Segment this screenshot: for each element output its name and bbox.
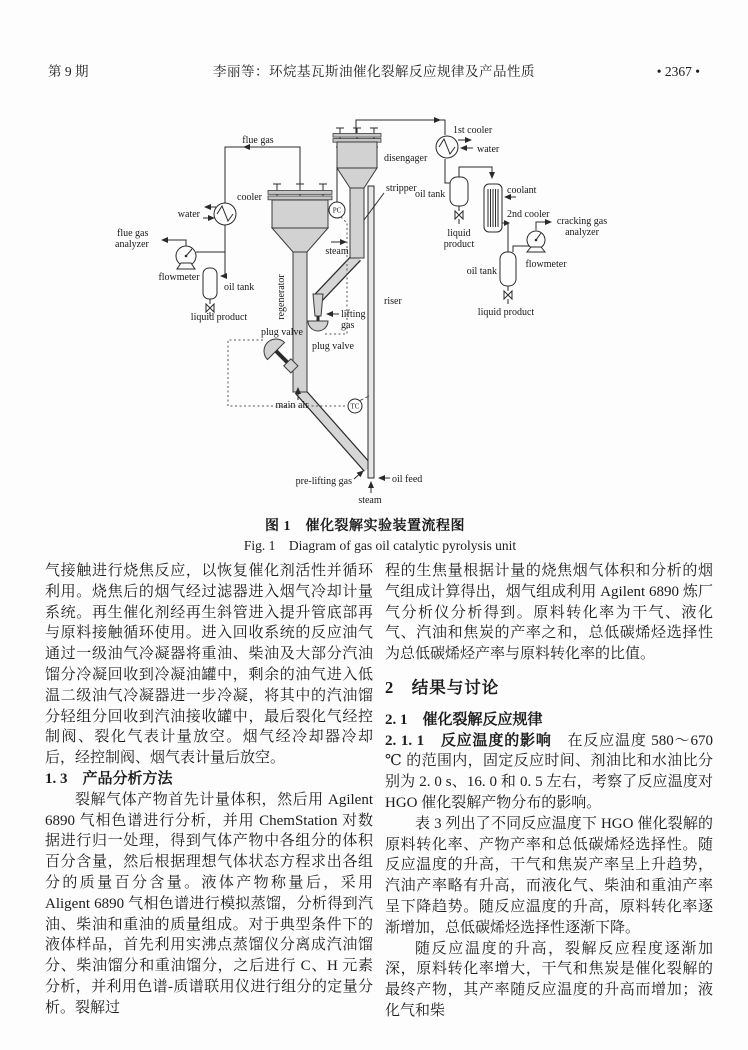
pc-label: PC — [332, 206, 342, 215]
drain-valve-left — [206, 304, 214, 312]
lifting-tube — [313, 294, 323, 316]
water-label: water — [177, 209, 200, 220]
plug-valve-mid-icon — [308, 321, 328, 331]
second-cooler-icon — [484, 184, 502, 232]
overhead-vapor-line-2 — [438, 120, 445, 135]
to-cracking-analyzer — [536, 222, 551, 230]
to-analyzer-line — [162, 240, 186, 246]
flowmeter-left-label: flowmeter — [158, 272, 200, 283]
liquid-product-left-label: liquid product — [190, 312, 248, 323]
flue-gas-analyzer-label-2: analyzer — [115, 239, 149, 250]
first-cooler-label: 1st cooler — [453, 125, 493, 136]
oil-tank-right2-label: oil tank — [466, 266, 497, 277]
cooler-to-tank1 — [445, 159, 450, 183]
cooler-to-tank-line — [221, 225, 225, 276]
tc-label: TC — [350, 402, 360, 411]
left-column — [45, 561, 373, 1022]
flowmeter-left-icon — [176, 246, 196, 269]
issue-number: 第 9 期 — [48, 64, 89, 79]
pre-lifting-arrow — [354, 471, 363, 479]
right-column — [385, 561, 713, 1022]
flue-gas-line — [244, 147, 300, 190]
section-heading-2: 2 结果与讨论 — [385, 677, 500, 697]
plug-valve-left-label: plug valve — [261, 327, 303, 338]
figure-caption-zh: 图 1 催化裂解实验装置流程图 — [265, 519, 465, 534]
steam-mid-label: steam — [325, 246, 349, 257]
figure-caption-en: Fig. 1 Diagram of gas oil catalytic pyrolysis unit — [243, 538, 517, 553]
process-flow-diagram — [90, 108, 730, 515]
overhead-vapor-line — [356, 120, 440, 133]
riser-label: riser — [384, 296, 402, 307]
water-right-label: water — [477, 144, 500, 155]
second-cooler-label: 2nd cooler — [507, 209, 550, 220]
cracking-gas-analyzer-label-2: analyzer — [565, 227, 599, 238]
section-heading-2-1: 2. 1 催化裂解反应规律 — [385, 711, 543, 728]
lifting-gas-label-1: lifting — [341, 309, 366, 320]
coolant-label: coolant — [507, 185, 537, 196]
paragraph-recovery-system: 气接触进行烧焦反应，以恢复催化剂活性并循环利用。烧焦后的烟气经过滤器进入烟气冷却计量系统。再生催化剂经再生斜管进入提升管底部再与原料接触循环使用。进入回收系统的反应油气通过一级油气冷凝器将重油、柴油及大部分汽油馏分冷凝回收到冷凝油罐中，剩余的油气进入低温二级油气冷凝器进一步冷凝，将其中的汽油馏分轻组分回收到汽油接收罐中，最后裂化气经控制阀、裂化气表计量放空。烟气经冷却器冷却后，经控制阀、烟气表计量后放空。 — [45, 563, 373, 767]
steam-bottom-label: steam — [358, 495, 382, 506]
section-heading-1-3: 1. 3 产品分析方法 — [45, 770, 173, 787]
paragraph-temperature-effect-text: 在反应温度 580～670 ℃ 的范围内，固定反应时间、剂油比和水油比分别为 2. 0 s、16. 0 和 0. 5 左右，考察了反应温度对 HGO 催化裂解产物分布的影响。 — [385, 732, 713, 811]
paragraph-coke-yield: 程的生焦量根据计量的烧焦烟气体积和分析的烟气组成计算得出，烟气组成利用 Agilent 6890 炼厂气分析仪分析得到。原料转化率为干气、液化气、汽油和焦炭的产率之和，总低碳烯烃选择性为总低碳烯烃产率与原料转化率的比值。 — [385, 563, 713, 663]
paragraph-table3: 表 3 列出了不同反应温度下 HGO 催化裂解的原料转化率、产物产率和总低碳烯烃选择性。随反应温度的升高，干气和焦炭产率呈上升趋势，汽油产率略有升高，而液化气、柴油和重油产率呈下降趋势。随反应温度的升高，原料转化率逐渐增加，总低碳烯烃选择性逐渐下降。 — [385, 815, 713, 936]
cooler2-outlet-arrow — [504, 220, 510, 226]
liquid-r1-label-2: product — [443, 239, 475, 250]
main-air-label: main air — [275, 400, 309, 411]
liquid-product-right2-label: liquid product — [477, 307, 535, 318]
lifting-gas-label-2: gas — [341, 320, 355, 331]
running-title: 李丽等：环烷基瓦斯油催化裂解反应规律及产品性质 — [213, 64, 535, 79]
flue-gas-analyzer-label-1: flue gas — [117, 228, 149, 239]
article-body — [45, 561, 713, 1022]
oil-tank-left — [203, 268, 217, 299]
stripper-label: stripper — [386, 183, 417, 194]
oil-tank-right1-label: oil tank — [415, 189, 446, 200]
oil-feed-label: oil feed — [392, 474, 423, 485]
oil-tank-right2 — [500, 252, 516, 286]
running-header — [48, 60, 700, 80]
paragraph-temperature-effect — [385, 731, 713, 814]
spent-catalyst-standpipe — [319, 257, 357, 297]
cracking-gas-analyzer-label-1: cracking gas — [556, 216, 608, 227]
oil-tank-right1 — [450, 177, 468, 206]
pre-lifting-gas-label: pre-lifting gas — [295, 476, 352, 487]
oil-tank-left-label: oil tank — [224, 282, 255, 293]
cooler-label: cooler — [237, 192, 262, 203]
cooler2-outlet — [502, 223, 508, 252]
drain-valve-right2 — [504, 291, 512, 299]
flowmeter-right-icon — [527, 231, 545, 252]
paragraph-conversion-trend: 随反应温度的升高，裂解反应程度逐渐加深，原料转化率增大，干气和焦炭是催化裂解的最终产物，其产率随反应温度的升高而增加；液化气和柴 — [385, 940, 713, 1019]
drain-valve-right1 — [455, 211, 463, 219]
flowmeter-right-label: flowmeter — [525, 259, 567, 270]
liquid-r1-label-1: liquid — [447, 228, 471, 239]
subsection-heading-2-1-1: 2. 1. 1 反应温度的影响 — [385, 732, 552, 749]
regenerator-label: regenerator — [276, 274, 287, 320]
tank1-to-cooler2 — [459, 167, 492, 178]
disengager-label: disengager — [384, 153, 428, 164]
page-number: • 2367 • — [656, 64, 700, 79]
paragraph-analysis-method: 裂解气体产物首先计量体积，然后用 Agilent 6890 气相色谱进行分析，并用 ChemStation 对数据进行归一处理，得到气体产物中各组分的体积百分含量，然后根据理想气体状态方程求出各组分的质量百分含量。液体产物称量后，采用 Aligent 6890 气相色谱进行模拟蒸馏，分析得到汽油、柴油和重油的质量组成。对于典型条件下的液体样品，首先利用实沸点蒸馏仪分离成汽油馏分、柴油馏分和重油馏分，之后进行 C、H 元素分析，并利用色谱-质谱联用仪进行组分的定量分析。裂解过 — [45, 791, 373, 1016]
plug-valve-mid-label: plug valve — [312, 341, 354, 352]
flue-gas-label: flue gas — [242, 135, 274, 146]
riser-pipe — [368, 186, 374, 478]
